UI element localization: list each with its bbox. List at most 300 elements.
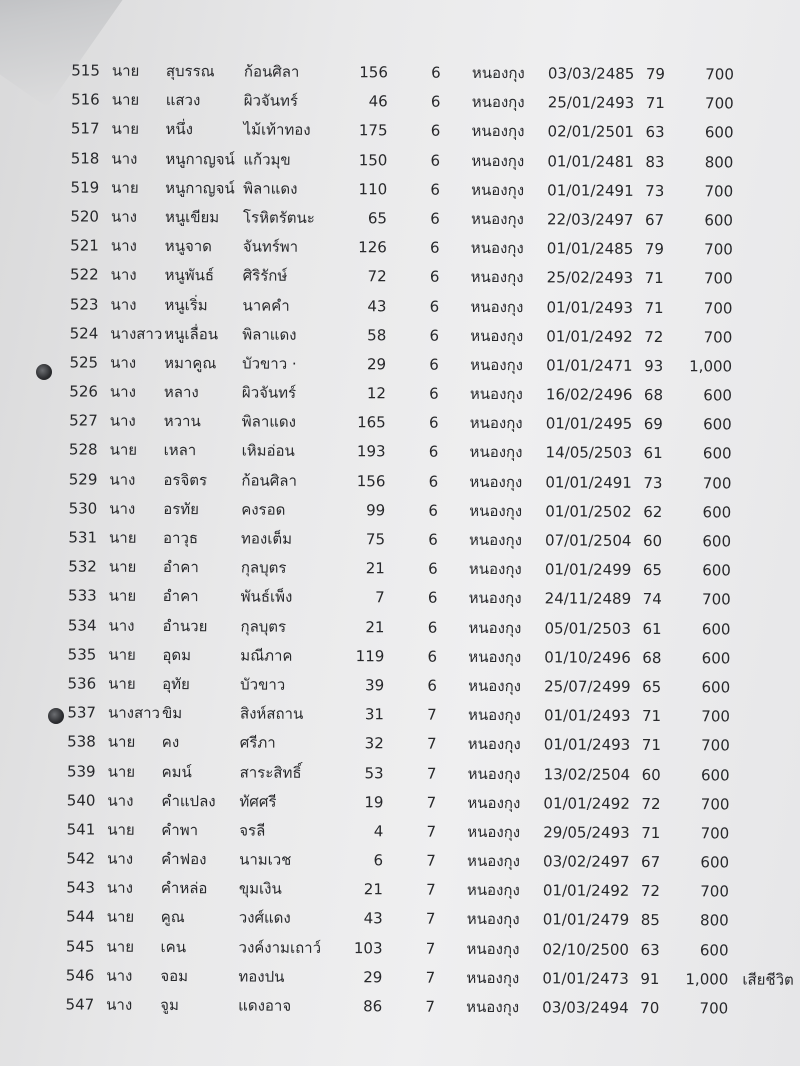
cell-village: หนองกุง — [471, 180, 525, 199]
cell-no: 525 — [69, 353, 99, 372]
cell-moo: 6 — [428, 443, 439, 462]
cell-village: หนองกุง — [471, 122, 525, 141]
cell-age: 71 — [641, 823, 661, 842]
cell-age: 72 — [640, 882, 661, 901]
cell-house: 156 — [356, 471, 386, 490]
cell-age: 63 — [640, 940, 660, 959]
cell-dob: 05/01/2503 — [544, 618, 632, 638]
cell-title: นาง — [109, 382, 137, 401]
cell-last: ศรีภา — [239, 733, 276, 753]
cell-title: นาง — [106, 966, 133, 985]
cell-no: 538 — [67, 732, 96, 751]
cell-village: หนองกุง — [468, 560, 522, 579]
cell-first: หมาคูณ — [164, 353, 217, 373]
cell-title: นาง — [110, 236, 137, 255]
cell-first: หนูเลื่อน — [164, 324, 219, 344]
cell-no: 544 — [66, 907, 95, 927]
cell-first: อำคา — [162, 558, 199, 577]
cell-last: ไม้เท้าทอง — [243, 120, 311, 140]
cell-first: หนูพันธ์ — [164, 266, 215, 285]
cell-dob: 14/05/2503 — [545, 443, 633, 463]
cell-first: คมน์ — [161, 762, 192, 781]
cell-dob: 02/01/2501 — [547, 122, 635, 142]
cell-age: 67 — [644, 210, 665, 229]
cell-first: หนูเขียม — [164, 207, 220, 227]
cell-no: 529 — [68, 470, 98, 489]
cell-moo: 6 — [430, 92, 441, 111]
cell-last: วงค์งามเถาว์ — [238, 938, 322, 957]
cell-no: 542 — [66, 849, 96, 868]
cell-first: สุบรรณ — [165, 62, 215, 81]
cell-dob: 01/01/2492 — [543, 794, 630, 813]
cell-first: จอม — [160, 966, 189, 985]
cell-village: หนองกุง — [467, 822, 521, 842]
cell-moo: 7 — [426, 793, 437, 812]
cell-moo: 7 — [426, 851, 436, 870]
cell-dob: 01/01/2492 — [546, 327, 633, 346]
cell-title: นาง — [106, 878, 133, 898]
cell-village: หนองกุง — [467, 851, 521, 871]
cell-house: 46 — [368, 92, 388, 111]
cell-dob: 01/10/2496 — [544, 648, 631, 667]
cell-amount: 600 — [703, 415, 732, 434]
cell-age: 93 — [644, 356, 664, 375]
cell-village: หนองกุง — [467, 735, 521, 754]
cell-last: สาระสิทธิ์ — [239, 762, 302, 782]
cell-first: อุทัย — [162, 674, 190, 694]
cell-no: 521 — [70, 236, 99, 255]
cell-village: หนองกุง — [466, 910, 520, 929]
cell-last: ก้อนศิลา — [241, 471, 297, 490]
cell-title: นาง — [107, 849, 134, 868]
cell-no: 524 — [69, 324, 99, 343]
cell-first: อรจิตร — [163, 470, 208, 489]
cell-title: นาง — [110, 295, 137, 314]
cell-age: 85 — [640, 911, 660, 930]
cell-amount: 700 — [700, 794, 730, 814]
cell-village: หนองกุง — [466, 939, 520, 958]
cell-house: 43 — [367, 296, 387, 315]
cell-house: 175 — [358, 121, 388, 140]
cell-last: พิลาแดง — [243, 179, 298, 198]
cell-title: นางสาว — [110, 324, 163, 343]
cell-first: อาวุธ — [163, 529, 199, 548]
cell-no: 516 — [71, 90, 100, 109]
cell-house: 119 — [355, 646, 385, 666]
cell-amount: 700 — [703, 269, 733, 288]
cell-first: หนูจาด — [164, 237, 213, 256]
cell-first: หลาง — [163, 383, 199, 402]
cell-dob: 01/01/2471 — [546, 356, 633, 375]
cell-moo: 6 — [427, 676, 437, 695]
cell-moo: 6 — [430, 209, 440, 228]
cell-last: ทัศศรี — [239, 792, 277, 811]
cell-amount: 600 — [701, 678, 731, 697]
cell-last: พันธ์เพ็ง — [240, 587, 293, 607]
cell-moo: 6 — [427, 588, 438, 608]
cell-dob: 01/01/2493 — [543, 735, 631, 755]
cell-last: พิลาแดง — [242, 325, 297, 344]
cell-no: 539 — [66, 761, 96, 781]
cell-first: หนึ่ง — [165, 120, 194, 139]
cell-dob: 01/01/2491 — [545, 472, 632, 492]
cell-dob: 01/01/2502 — [545, 502, 632, 521]
cell-house: 12 — [366, 384, 387, 403]
cell-first: เหลา — [163, 441, 197, 460]
cell-dob: 13/02/2504 — [543, 764, 631, 784]
cell-house: 29 — [363, 968, 383, 987]
cell-age: 67 — [641, 852, 661, 872]
cell-age: 62 — [643, 502, 663, 521]
cell-house: 43 — [363, 909, 383, 928]
cell-age: 71 — [641, 736, 661, 755]
cell-last: บัวขาว · — [242, 354, 297, 373]
cell-amount: 700 — [699, 999, 729, 1018]
cell-amount: 600 — [701, 619, 731, 639]
cell-first: คูณ — [160, 908, 185, 927]
cell-no: 546 — [65, 966, 95, 985]
cell-amount: 600 — [699, 940, 729, 960]
cell-amount: 600 — [702, 444, 732, 463]
cell-moo: 6 — [429, 355, 439, 374]
cell-last: ศิริรักษ์ — [242, 266, 288, 286]
cell-last: เหิมอ่อน — [241, 441, 295, 461]
cell-village: หนองกุง — [468, 618, 522, 637]
cell-amount: 800 — [704, 152, 734, 172]
cell-title: นาย — [111, 120, 140, 139]
cell-first: หนูเริ่ม — [164, 295, 208, 314]
cell-first: ขิม — [161, 704, 183, 723]
cell-dob: 16/02/2496 — [545, 385, 633, 404]
cell-title: นาง — [108, 616, 135, 635]
cell-house: 86 — [363, 997, 383, 1016]
cell-no: 540 — [66, 791, 96, 810]
cell-house: 39 — [365, 676, 385, 695]
cell-moo: 7 — [425, 968, 436, 987]
cell-no: 531 — [68, 528, 98, 547]
cell-no: 541 — [66, 820, 96, 839]
cell-village: หนองกุง — [467, 705, 521, 725]
cell-moo: 6 — [427, 647, 438, 666]
cell-last: สิงห์สถาน — [239, 704, 304, 723]
cell-no: 536 — [67, 674, 97, 693]
cell-age: 71 — [644, 298, 664, 317]
cell-moo: 6 — [430, 122, 441, 141]
cell-house: 58 — [367, 325, 387, 345]
cell-title: นาง — [110, 207, 138, 226]
cell-age: 72 — [641, 794, 661, 813]
cell-first: จูม — [160, 995, 179, 1015]
cell-title: นาง — [109, 411, 136, 431]
cell-last: จันทร์พา — [242, 237, 299, 256]
cell-last: บัวขาว — [240, 675, 286, 694]
cell-dob: 22/03/2497 — [546, 210, 634, 229]
cell-house: 126 — [358, 238, 387, 257]
cell-house: 53 — [364, 763, 384, 782]
cell-amount: 800 — [700, 911, 729, 930]
cell-village: หนองกุง — [470, 268, 524, 287]
cell-no: 523 — [69, 294, 99, 314]
cell-title: นาย — [108, 674, 136, 693]
cell-amount: 700 — [702, 473, 732, 493]
cell-title: นาย — [111, 61, 140, 80]
cell-village: หนองกุง — [471, 93, 525, 112]
cell-moo: 7 — [425, 939, 436, 958]
cell-house: 103 — [353, 938, 383, 957]
cell-last: ก้อนศิลา — [243, 62, 300, 81]
cell-village: หนองกุง — [469, 443, 523, 462]
beneficiary-list — [0, 56, 800, 1024]
cell-moo: 6 — [431, 63, 441, 82]
cell-village: หนองกุง — [468, 530, 522, 550]
cell-house: 72 — [367, 267, 387, 286]
cell-title: นาง — [107, 791, 134, 810]
cell-moo: 6 — [429, 326, 440, 345]
cell-amount: 1,000 — [689, 357, 733, 376]
cell-title: นาย — [108, 557, 137, 577]
cell-age: 65 — [642, 561, 663, 580]
cell-no: 533 — [68, 586, 97, 605]
cell-last: กุลบุตร — [240, 617, 287, 636]
cell-no: 547 — [65, 995, 95, 1014]
cell-no: 545 — [65, 937, 95, 956]
cell-village: หนองกุง — [470, 209, 524, 229]
cell-age: 68 — [642, 648, 662, 667]
cell-village: หนองกุง — [470, 326, 524, 345]
cell-house: 21 — [363, 880, 383, 899]
cell-moo: 7 — [425, 997, 436, 1016]
cell-house: 4 — [373, 822, 384, 841]
cell-moo: 6 — [430, 180, 441, 199]
cell-amount: 600 — [700, 765, 730, 784]
cell-title: นาย — [106, 937, 135, 956]
cell-dob: 01/01/2473 — [542, 969, 629, 988]
cell-amount: 600 — [702, 561, 731, 580]
cell-last: มณีภาค — [240, 646, 293, 665]
cell-amount: 700 — [701, 707, 731, 726]
cell-no: 518 — [70, 148, 100, 168]
cell-amount: 600 — [703, 386, 732, 405]
cell-dob: 24/11/2489 — [544, 589, 632, 609]
cell-amount: 700 — [703, 298, 733, 317]
cell-age: 71 — [641, 707, 662, 726]
cell-title: นาง — [110, 353, 137, 372]
cell-title: นาย — [108, 645, 136, 664]
cell-no: 537 — [67, 703, 97, 722]
cell-dob: 25/02/2493 — [546, 268, 634, 288]
cell-age: 73 — [643, 473, 663, 492]
cell-dob: 01/01/2491 — [547, 181, 634, 200]
cell-no: 520 — [70, 207, 100, 226]
cell-no: 522 — [69, 265, 99, 284]
cell-first: คง — [161, 733, 180, 752]
cell-amount: 700 — [705, 94, 734, 113]
cell-moo: 6 — [429, 267, 440, 287]
cell-amount: 600 — [701, 649, 731, 668]
cell-village: หนองกุง — [469, 472, 523, 491]
cell-house: 156 — [359, 63, 388, 82]
cell-title: นาย — [111, 90, 140, 110]
cell-last: แก้วมุข — [243, 150, 291, 169]
cell-no: 534 — [67, 615, 97, 635]
cell-amount: 600 — [704, 123, 734, 142]
cell-title: นาง — [109, 470, 136, 489]
cell-dob: 25/01/2493 — [547, 93, 635, 113]
cell-age: 79 — [645, 64, 666, 84]
cell-last: วงศ์แดง — [238, 908, 291, 928]
cell-last: โรหิตรัตนะ — [242, 208, 315, 227]
cell-title: นาย — [111, 178, 139, 197]
cell-first: หนูกาญจน์ — [165, 178, 235, 198]
cell-age: 73 — [645, 181, 665, 200]
table-row — [0, 990, 794, 1024]
cell-amount: 600 — [704, 211, 734, 230]
cell-age: 68 — [643, 386, 664, 405]
cell-no: 535 — [67, 645, 97, 664]
cell-age: 74 — [642, 590, 662, 609]
cell-village: หนองกุง — [467, 764, 521, 783]
cell-moo: 7 — [426, 734, 437, 753]
cell-amount: 700 — [701, 590, 731, 609]
cell-last: นาคคำ — [242, 295, 290, 315]
cell-last: พิลาแดง — [241, 412, 297, 432]
cell-house: 21 — [365, 617, 385, 636]
cell-dob: 03/03/2494 — [542, 998, 629, 1017]
cell-title: นาย — [109, 441, 138, 460]
cell-amount: 600 — [702, 532, 732, 551]
cell-no: 528 — [68, 440, 98, 460]
cell-no: 532 — [68, 557, 97, 576]
cell-title: นาง — [110, 265, 137, 285]
cell-village: หนองกุง — [470, 239, 524, 258]
cell-moo: 6 — [429, 297, 440, 316]
cell-moo: 6 — [428, 413, 439, 432]
cell-last: จรลี — [239, 821, 266, 840]
cell-no: 517 — [70, 119, 100, 138]
cell-house: 165 — [357, 413, 386, 432]
cell-title: นาง — [106, 995, 133, 1014]
cell-first: อุดม — [162, 645, 192, 664]
cell-house: 75 — [365, 530, 386, 549]
cell-age: 63 — [645, 123, 665, 142]
cell-last: กุลบุตร — [240, 558, 287, 577]
cell-moo: 6 — [428, 530, 438, 549]
cell-amount: 700 — [700, 882, 729, 901]
cell-amount: 700 — [705, 65, 734, 84]
cell-dob: 25/07/2499 — [544, 677, 631, 696]
cell-title: นาย — [107, 732, 136, 752]
cell-village: หนองกุง — [471, 63, 525, 83]
cell-title: นาง — [111, 149, 138, 168]
cell-first: คำแปลง — [161, 791, 216, 811]
cell-age: 79 — [644, 240, 664, 259]
cell-dob: 01/01/2499 — [544, 560, 632, 580]
cell-title: นาย — [108, 587, 137, 606]
cell-amount: 700 — [703, 327, 733, 347]
cell-dob: 03/02/2497 — [543, 852, 630, 871]
cell-moo: 7 — [426, 822, 437, 841]
cell-amount: 600 — [702, 503, 732, 522]
cell-moo: 7 — [426, 764, 437, 783]
cell-dob: 01/01/2495 — [545, 414, 633, 434]
cell-house: 21 — [365, 559, 385, 578]
cell-last: นามเวช — [239, 850, 292, 869]
cell-first: อรทัย — [163, 499, 200, 519]
cell-first: เคน — [160, 937, 187, 956]
cell-age: 60 — [642, 531, 663, 551]
cell-dob: 01/01/2493 — [543, 706, 631, 725]
cell-title: นาย — [107, 820, 135, 839]
cell-dob: 01/01/2479 — [542, 910, 630, 930]
cell-house: 110 — [358, 179, 388, 199]
cell-dob: 29/05/2493 — [543, 823, 630, 842]
cell-last: ทองปน — [238, 967, 285, 986]
cell-title: นาง — [109, 499, 136, 518]
cell-moo: 7 — [425, 910, 436, 929]
cell-no: 530 — [68, 499, 98, 518]
cell-age: 91 — [640, 969, 660, 988]
cell-last: ขุมเงิน — [238, 879, 282, 898]
cell-no: 519 — [70, 178, 100, 197]
cell-first: คำฟอง — [161, 850, 207, 869]
cell-age: 60 — [641, 765, 661, 784]
cell-dob: 03/03/2485 — [547, 64, 635, 83]
cell-house: 29 — [366, 355, 387, 374]
cell-village: หนองกุง — [466, 968, 520, 988]
cell-age: 72 — [644, 327, 664, 346]
cell-dob: 02/10/2500 — [542, 939, 630, 959]
cell-village: หนองกุง — [468, 647, 522, 666]
cell-first: หนูกาญจน์ — [165, 149, 235, 168]
cell-amount: 700 — [704, 182, 734, 201]
cell-age: 61 — [642, 619, 662, 638]
cell-age: 70 — [640, 998, 660, 1018]
cell-moo: 6 — [428, 559, 438, 578]
cell-village: หนองกุง — [469, 501, 523, 521]
cell-house: 19 — [364, 792, 384, 812]
cell-dob: 01/01/2485 — [546, 239, 634, 258]
cell-house: 31 — [364, 705, 385, 724]
cell-village: หนองกุง — [466, 881, 520, 900]
cell-title: นาย — [107, 762, 136, 781]
cell-house: 150 — [358, 150, 388, 169]
cell-village: หนองกุง — [471, 151, 525, 170]
cell-house: 32 — [364, 734, 384, 753]
cell-moo: 7 — [426, 880, 436, 899]
cell-dob: 01/01/2481 — [547, 151, 634, 171]
cell-village: หนองกุง — [469, 414, 523, 433]
cell-dob: 07/01/2504 — [544, 531, 632, 550]
cell-moo: 6 — [427, 618, 438, 637]
cell-house: 65 — [367, 209, 388, 228]
cell-last: ทองเต็ม — [241, 529, 293, 548]
cell-dob: 01/01/2493 — [546, 297, 633, 317]
cell-village: หนองกุง — [470, 297, 524, 316]
cell-last: แดงอาจ — [238, 996, 292, 1015]
cell-last: ผิวจันทร์ — [243, 91, 298, 111]
cell-title: นาย — [109, 528, 137, 547]
cell-house: 193 — [356, 442, 386, 461]
cell-moo: 7 — [427, 705, 437, 724]
cell-amount: 700 — [701, 736, 730, 755]
cell-moo: 6 — [428, 501, 439, 520]
cell-age: 69 — [643, 415, 663, 434]
cell-moo: 6 — [429, 384, 439, 403]
cell-village: หนองกุง — [470, 355, 524, 375]
cell-village: หนองกุง — [468, 589, 522, 608]
cell-no: 543 — [66, 878, 95, 897]
cell-age: 71 — [645, 94, 665, 113]
